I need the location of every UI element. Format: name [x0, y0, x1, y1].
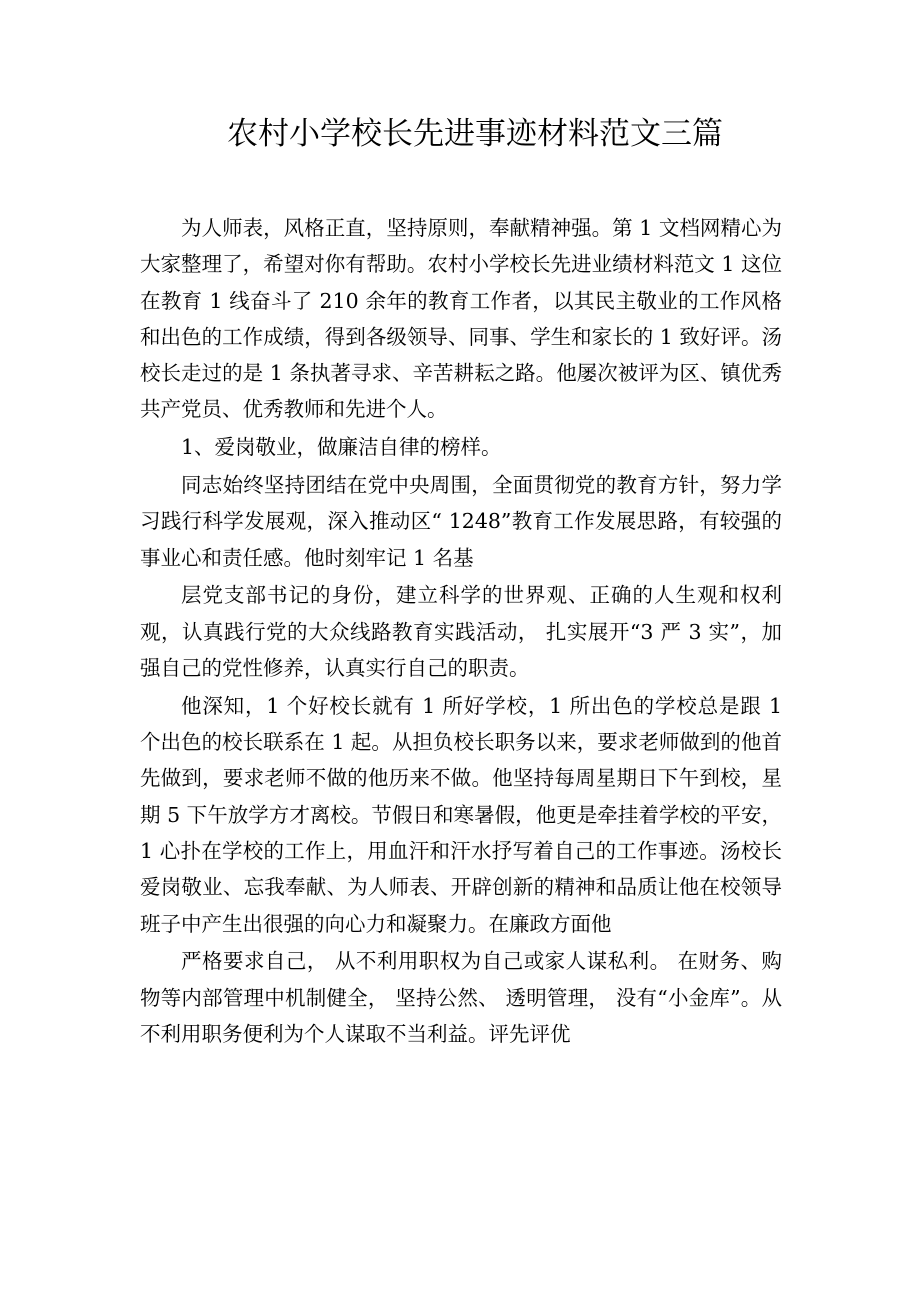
paragraph-party-secretary: 层党支部书记的身份，建立科学的世界观、正确的人生观和权利观，认真践行党的大众线路教育实践活动， 扎实展开“3 严 3 实”，加强自己的党性修养，认真实行自己的职责。: [140, 583, 782, 681]
paragraph-party-study: 同志始终坚持团结在党中央周围，全面贯彻党的教育方针，努力学习践行科学发展观，深入推动区“ 1248”教育工作发展思路，有较强的事业心和责任感。他时刻牢记 1 名基: [140, 473, 782, 570]
section-heading-1: 1、爱岗敬业，做廉洁自律的榜样。: [181, 435, 502, 460]
paragraph-dedication: 他深知，1 个好校长就有 1 所好学校，1 所出色的学校总是跟 1 个出色的校长联系在 1 起。从担负校长职务以来，要求老师做到的他首先做到，要求老师不做的他历来不做。他坚持每周星期日下午到校，星期 5 下午放学方才离校。节假日和寒暑假，他更是牵挂着学校的平安，1 心扑在学校的工作上，用血汗和汗水抒写着自己的工作事迹。汤校长爱岗敬业、忘我奉献、为人师表、开辟创新的精神和品质让他在校领导班子中产生出很强的向心力和凝聚力。在廉政方面他: [140, 693, 782, 936]
paragraph-integrity: 严格要求自己， 从不利用职权为自己或家人谋私利。 在财务、购物等内部管理中机制健全， 坚持公然、 透明管理， 没有“小金库”。从不利用职务便利为个人谋取不当利益。评先评优: [140, 949, 782, 1047]
document-body: [140, 210, 782, 1052]
document-title: 农村小学校长先进事迹材料范文三篇: [227, 116, 723, 152]
paragraph-intro: 为人师表，风格正直，坚持原则，奉献精神强。第 1 文档网精心为大家整理了，希望对你有帮助。农村小学校长先进业绩材料范文 1 这位在教育 1 线奋斗了 210 余年的教育工作者，以其民主敬业的工作风格和出色的工作成绩，得到各级领导、同事、学生和家长的 1 致好评。汤校长走过的是 1 条执著寻求、辛苦耕耘之路。他屡次被评为区、镇优秀共产党员、优秀教师和先进个人。: [140, 216, 782, 422]
